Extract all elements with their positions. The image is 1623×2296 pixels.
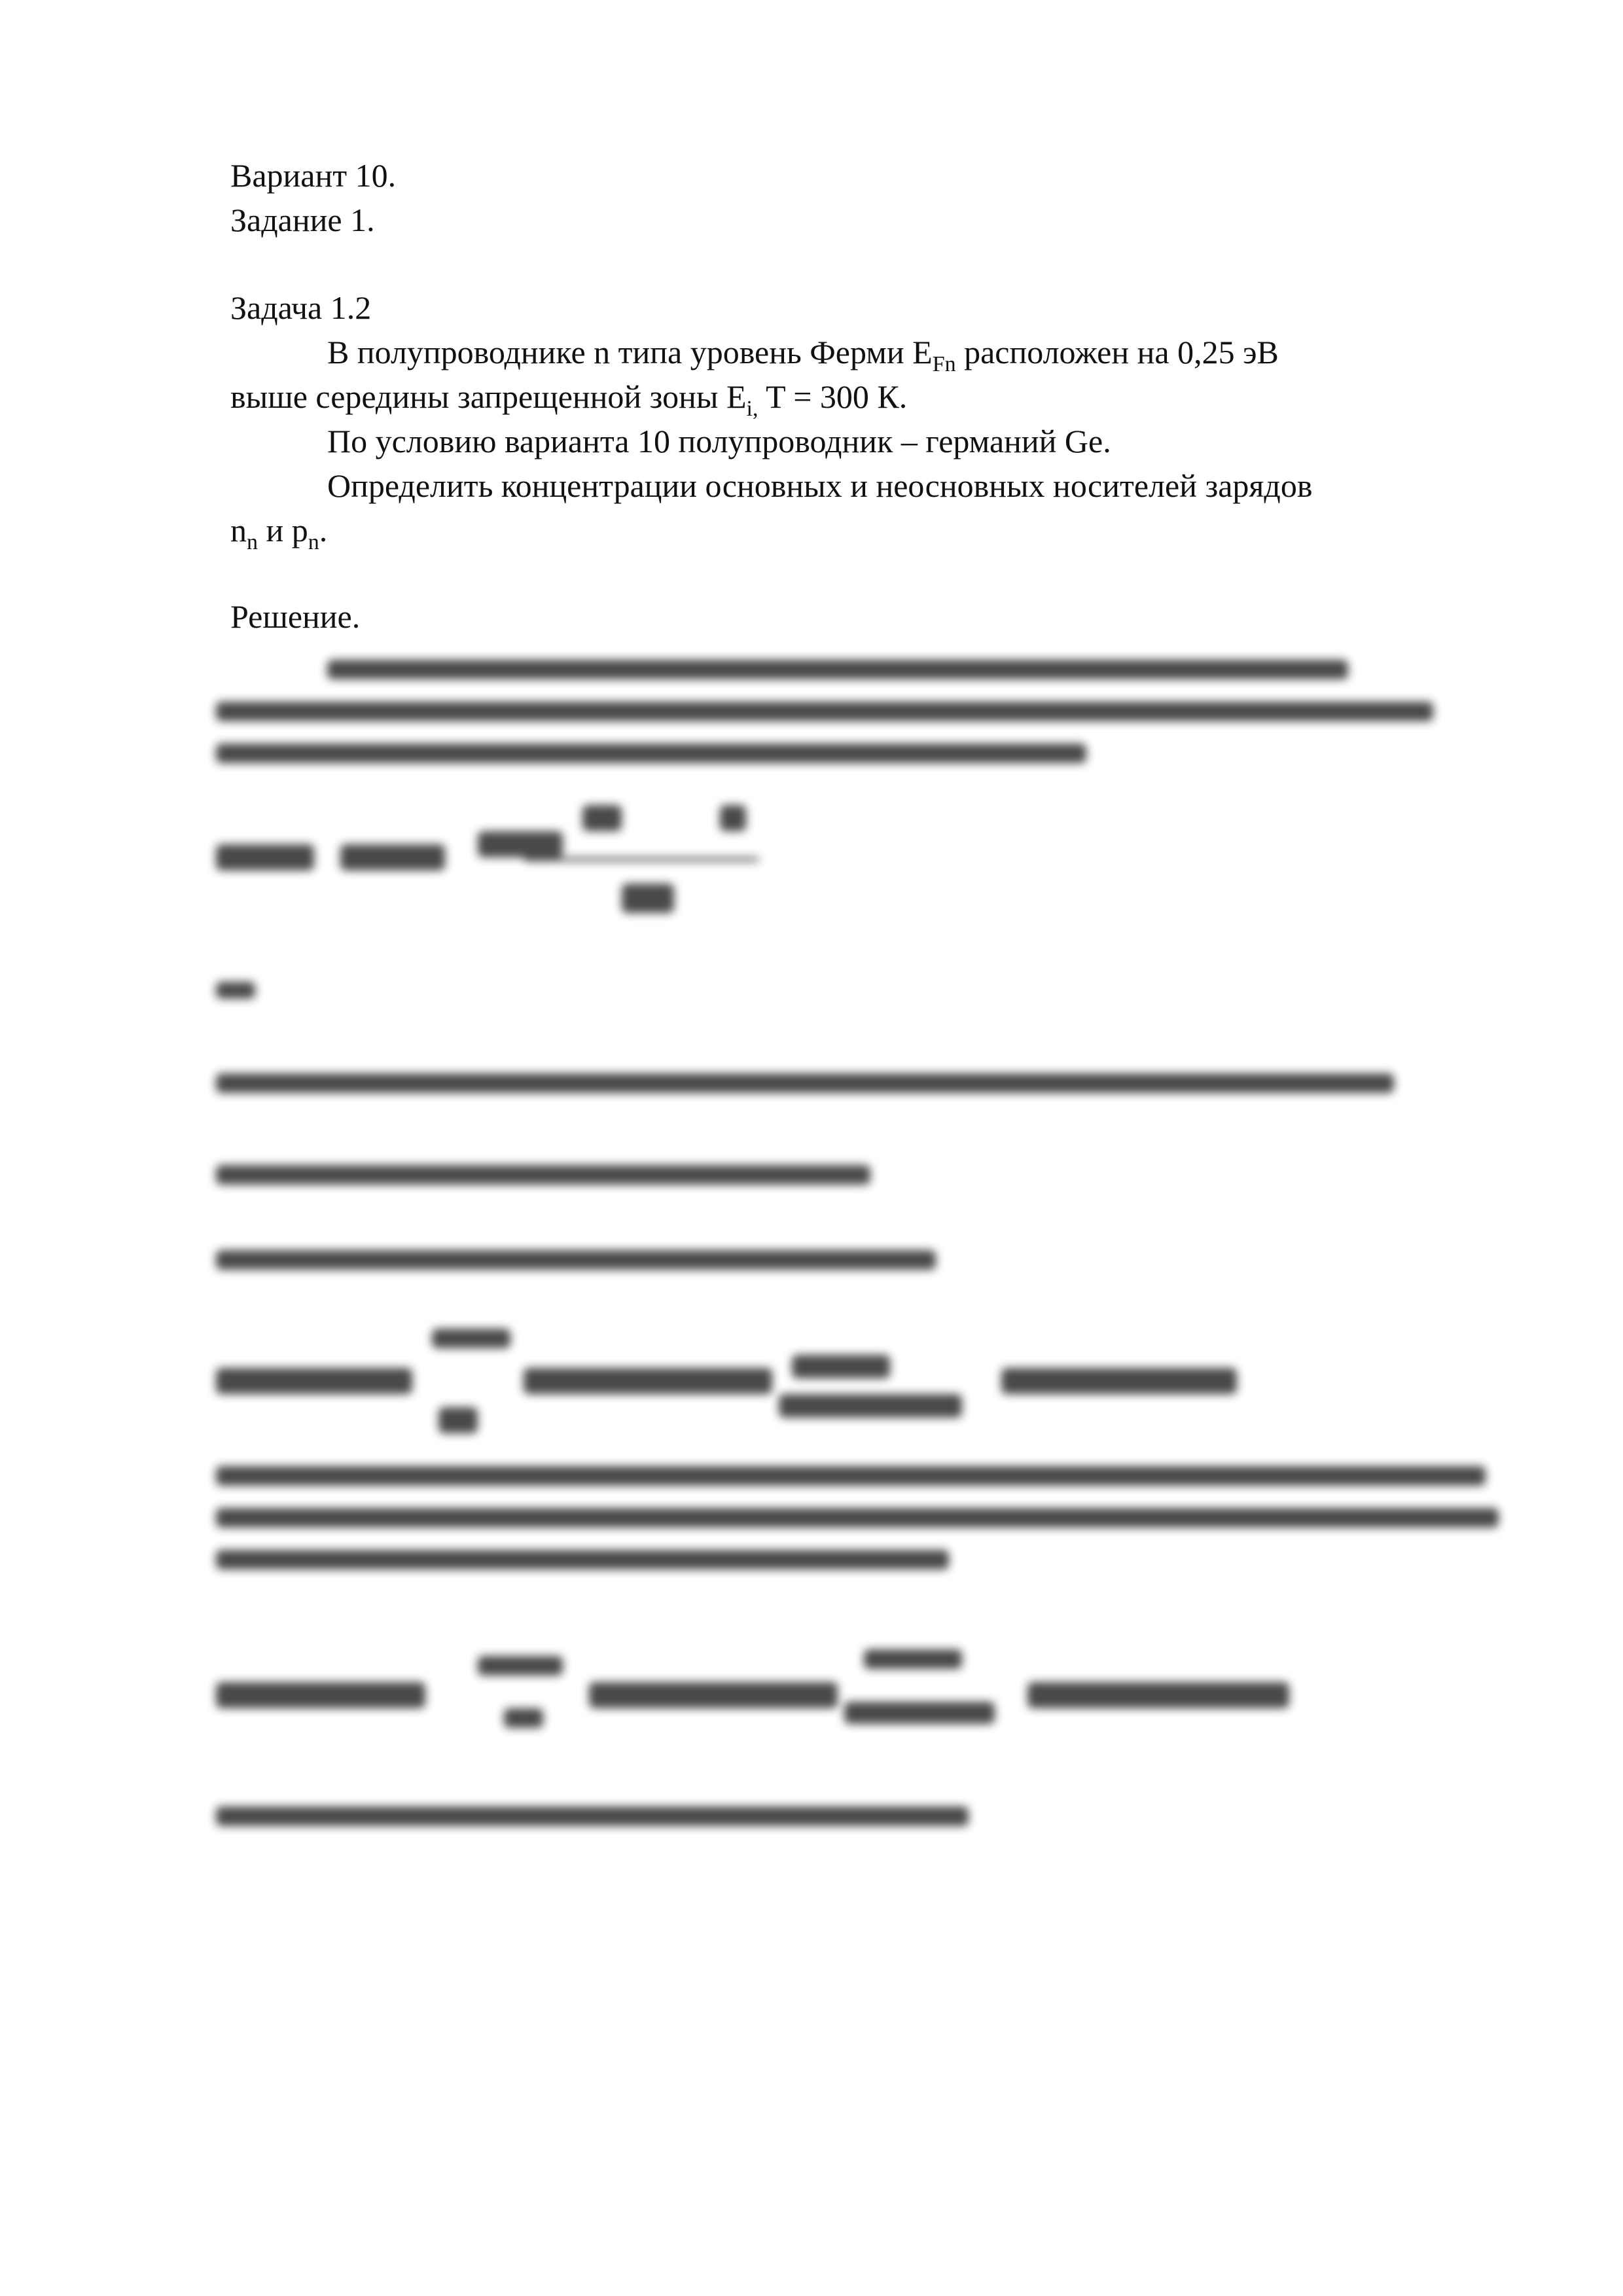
blurred-formula-part [582,805,622,831]
blurred-fraction-bar [524,857,759,861]
blurred-text-line [327,660,1348,679]
blurred-text-line [216,1073,1394,1093]
blurred-formula-part [438,1407,478,1433]
blurred-text-line [216,702,1433,721]
blurred-formula-part [779,1394,962,1418]
blurred-formula-part [216,1368,412,1394]
task-heading: Задание 1. [230,202,375,238]
blurred-solution-body [216,655,1512,1865]
carrier-and-p: и p [258,512,308,548]
blurred-text-line [216,744,1086,763]
blurred-formula-part [792,1355,890,1378]
problem-line-1 [327,332,1279,376]
problem-line-4: Определить концентрации основных и неосновных носителей зарядов [327,467,1313,504]
blurred-text-line [216,1165,870,1185]
blurred-formula-part [524,1368,772,1394]
problem-line-5 [230,511,327,554]
problem-line-2-text-b: T = 300 К. [758,378,908,415]
blurred-text-line [216,1508,1499,1528]
problem-line-2-subscript: i, [746,397,758,421]
problem-line-1-subscript: Fn [932,352,956,376]
variant-heading: Вариант 10. [230,157,397,194]
blurred-formula-part [432,1329,510,1348]
blurred-formula-part [216,1682,425,1708]
blurred-formula-part [340,844,445,870]
blurred-solution-graphic [216,655,1512,1865]
carrier-period: . [319,512,328,548]
solution-title: Решение. [230,598,361,635]
blurred-formula-part [864,1649,962,1669]
blurred-formula-part [622,884,674,913]
blurred-formula-part [589,1682,838,1708]
blurred-text-line [216,1250,936,1270]
blurred-text-line [216,1806,969,1826]
blurred-text-line [216,1466,1486,1486]
blurred-formula-part [1001,1368,1237,1394]
blurred-text-line [216,982,255,999]
problem-line-1-text-a: В полупроводнике n типа уровень Ферми E [327,334,933,370]
carrier-n: n [230,512,247,548]
problem-line-3: По условию варианта 10 полупроводник – германий Ge. [327,423,1111,459]
blurred-formula-part [478,831,563,857]
blurred-formula-part [216,844,314,870]
blurred-text-line [216,1550,949,1570]
problem-line-1-text-b: расположен на 0,25 эВ [955,334,1279,370]
problem-line-2-text-a: выше середины запрещенной зоны E [230,378,747,415]
blurred-formula-part [844,1702,995,1724]
blurred-formula-part [1027,1682,1289,1708]
carrier-p-subscript: n [308,530,319,554]
carrier-n-subscript: n [247,530,258,554]
problem-title: Задача 1.2 [230,289,372,326]
blurred-formula-part [720,805,746,831]
problem-line-2 [230,377,907,421]
blurred-formula-part [504,1708,543,1728]
blurred-formula-part [478,1656,563,1676]
